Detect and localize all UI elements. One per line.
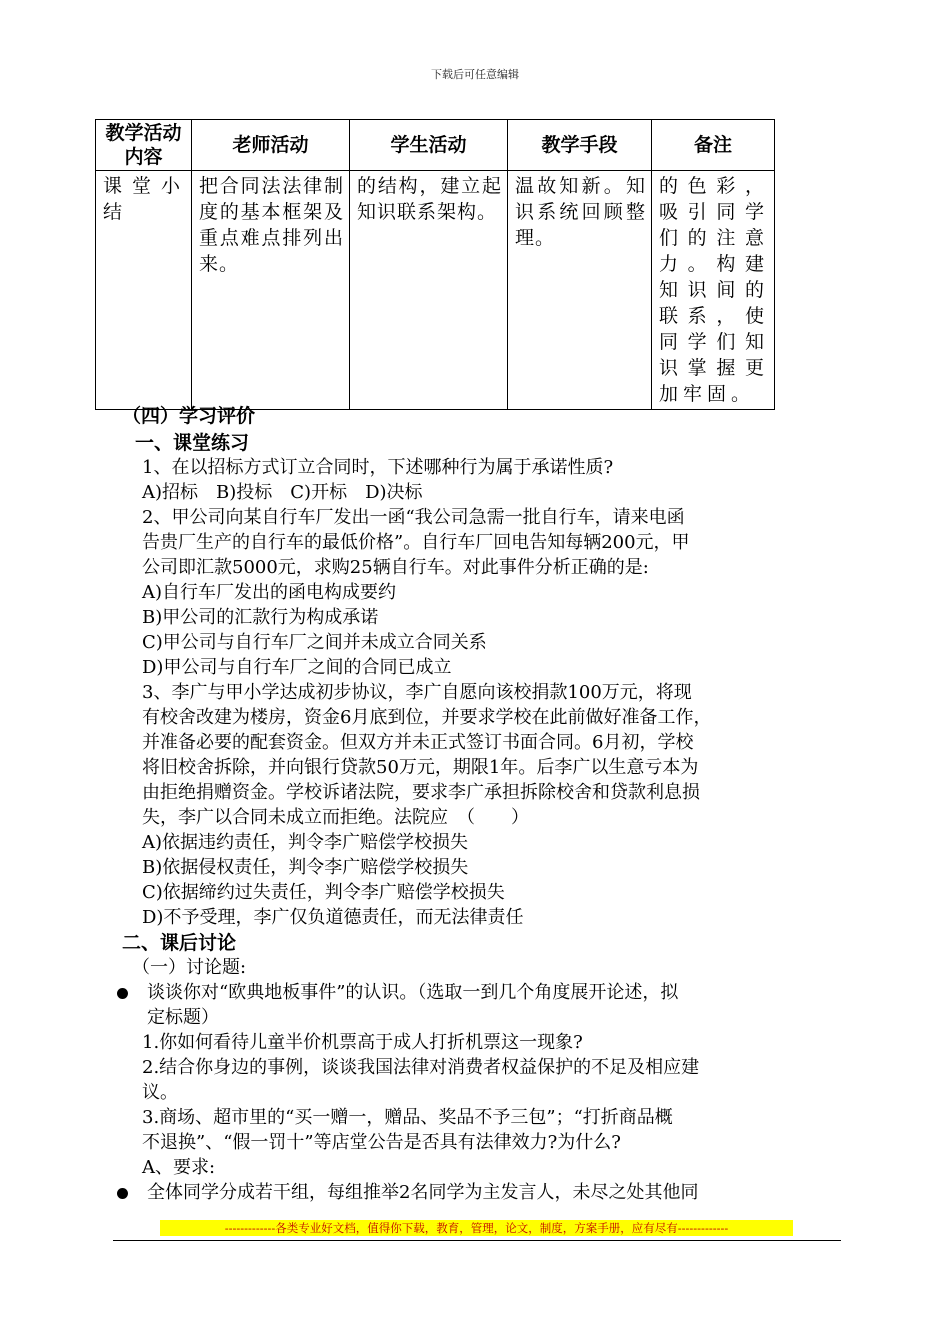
discussion-item: 2.结合你身边的事例，谈谈我国法律对消费者权益保护的不足及相应建 (142, 1057, 700, 1078)
answer-option: A)依据违约责任，判令李广赔偿学校损失 (142, 832, 469, 853)
table-cell: 的色彩，吸引同学们的注意力。构建知识间的联系，使同学们知识掌握更加牢固。 (652, 171, 775, 410)
question-stem-line: 2、甲公司向某自行车厂发出一函“我公司急需一批自行车，请来电函 (142, 507, 685, 528)
table-cell: 把合同法法律制度的基本框架及重点难点排列出来。 (192, 171, 350, 410)
header-note: 下载后可任意编辑 (431, 68, 519, 81)
discussion-bullet-line: 谈谈你对“欧典地板事件”的认识。（选取一到几个角度展开论述，拟 (147, 982, 679, 1003)
footer-divider (113, 1240, 841, 1241)
section-title: （四）学习评价 (122, 405, 256, 427)
lesson-table (95, 119, 775, 410)
question-stem-line: 将旧校舍拆除，并向银行贷款50万元，期限1年。后李广以生意亏本为 (142, 757, 699, 778)
bullet-icon (117, 988, 128, 999)
table-cell: 温故知新。知识系统回顾整理。 (508, 171, 652, 410)
answer-option: B)依据侵权责任，判令李广赔偿学校损失 (142, 857, 469, 878)
answer-option: D)不予受理，李广仅负道德责任，而无法律责任 (142, 907, 524, 928)
answer-option: B)甲公司的汇款行为构成承诺 (142, 607, 379, 628)
answer-option: C)依据缔约过失责任，判令李广赔偿学校损失 (142, 882, 505, 903)
discussion-item: 不退换”、“假一罚十”等店堂公告是否具有法律效力?为什么? (142, 1132, 621, 1153)
discussion-label: （一）讨论题: (132, 957, 247, 978)
discussion-item: 议。 (142, 1082, 178, 1103)
table-header-cell: 老师活动 (192, 120, 350, 171)
discussion-bullet-line: 全体同学分成若干组，每组推举2名同学为主发言人，未尽之处其他同 (147, 1182, 699, 1203)
question-stem-line: 并准备必要的配套资金。但双方并未正式签订书面合同。6月初，学校 (142, 732, 694, 753)
question-options: A)招标 B)投标 C)开标 D)决标 (142, 482, 423, 503)
question-stem-line: 失，李广以合同未成立而拒绝。法院应 （ ） (142, 807, 529, 828)
table-header-cell: 学生活动 (350, 120, 508, 171)
question-stem-line: 告贵厂生产的自行车的最低价格”。自行车厂回电告知每辆200元，甲 (142, 532, 690, 553)
table-header-cell: 教学活动内容 (96, 120, 192, 171)
table-cell: 课堂小结 (96, 171, 192, 410)
table-header-cell: 教学手段 (508, 120, 652, 171)
bullet-icon (117, 1188, 128, 1199)
question-stem-line: 有校舍改建为楼房，资金6月底到位，并要求学校在此前做好准备工作， (142, 707, 712, 728)
discussion-item: A、要求: (142, 1157, 216, 1178)
discussion-item: 1.你如何看待儿童半价机票高于成人打折机票这一现象? (142, 1032, 583, 1053)
table-header-cell: 备注 (652, 120, 775, 171)
answer-option: C)甲公司与自行车厂之间并未成立合同关系 (142, 632, 487, 653)
answer-option: D)甲公司与自行车厂之间的合同已成立 (142, 657, 452, 678)
answer-option: A)自行车厂发出的函电构成要约 (142, 582, 397, 603)
question-stem: 1、在以招标方式订立合同时，下述哪种行为属于承诺性质? (142, 457, 614, 478)
table-row (96, 171, 775, 410)
question-stem-line: 3、李广与甲小学达成初步协议，李广自愿向该校捐款100万元，将现 (142, 682, 692, 703)
table-header-row (96, 120, 775, 171)
discussion-bullet-line: 定标题） (147, 1007, 219, 1028)
table-cell: 的结构，建立起知识联系架构。 (350, 171, 508, 410)
question-stem-line: 公司即汇款5000元，求购25辆自行车。对此事件分析正确的是: (142, 557, 649, 578)
question-stem-line: 由拒绝捐赠资金。学校诉诸法院，要求李广承担拆除校舍和贷款利息损 (142, 782, 700, 803)
discussion-item: 3.商场、超市里的“买一赠一，赠品、奖品不予三包”；“打折商品概 (142, 1107, 673, 1128)
subsection-title: 一、课堂练习 (135, 432, 250, 454)
subsection-title: 二、课后讨论 (122, 932, 237, 954)
footer-banner: -------------各类专业好文档，值得你下载，教育，管理，论文，制度，方案手册，应有尽有------------- (160, 1220, 793, 1236)
